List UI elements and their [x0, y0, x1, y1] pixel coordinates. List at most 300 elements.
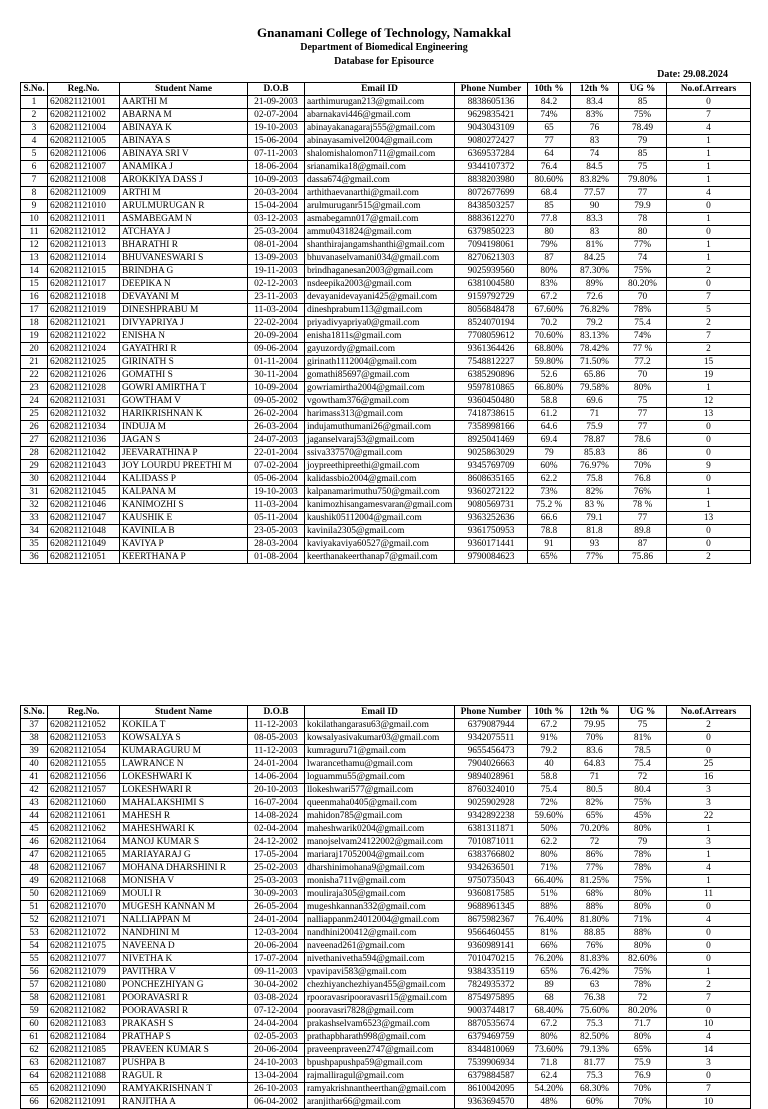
cell-tenth-pct: 78.8 — [528, 525, 571, 538]
cell-tenth-pct: 48% — [528, 1096, 571, 1109]
cell-reg-no: 620821121084 — [48, 1031, 120, 1044]
cell-twelfth-pct: 79.13% — [571, 1044, 619, 1057]
student-table-1 — [20, 82, 751, 564]
cell-ug-pct: 75 — [619, 395, 667, 408]
cell-ug-pct: 78.49 — [619, 122, 667, 135]
cell-dob: 24-01-2004 — [248, 758, 305, 771]
cell-phone: 9894028961 — [455, 771, 528, 784]
cell-dob: 30-09-2003 — [248, 888, 305, 901]
cell-reg-no: 620821121032 — [48, 408, 120, 421]
cell-phone: 8838203980 — [455, 174, 528, 187]
cell-tenth-pct: 54.20% — [528, 1083, 571, 1096]
cell-twelfth-pct: 83% — [571, 109, 619, 122]
cell-sno: 9 — [21, 200, 48, 213]
cell-dob: 19-11-2003 — [248, 265, 305, 278]
cell-tenth-pct: 51% — [528, 888, 571, 901]
table-row — [21, 486, 751, 499]
table-row — [21, 875, 751, 888]
cell-twelfth-pct: 60% — [571, 1096, 619, 1109]
table-row — [21, 200, 751, 213]
cell-student-name: LOKESHWARI R — [120, 784, 248, 797]
cell-sno: 2 — [21, 109, 48, 122]
cell-student-name: DEEPIKA N — [120, 278, 248, 291]
cell-email: pooravasri7828@gmail.com — [305, 1005, 455, 1018]
cell-ug-pct: 76.9 — [619, 1070, 667, 1083]
cell-twelfth-pct: 82.50% — [571, 1031, 619, 1044]
cell-student-name: PRAVEEN KUMAR S — [120, 1044, 248, 1057]
cell-phone: 9342636501 — [455, 862, 528, 875]
cell-sno: 35 — [21, 538, 48, 551]
table-row — [21, 96, 751, 109]
cell-dob: 20-03-2004 — [248, 187, 305, 200]
cell-phone: 6379469759 — [455, 1031, 528, 1044]
cell-ug-pct: 75% — [619, 265, 667, 278]
column-header-email: Email ID — [305, 83, 455, 96]
cell-arrears: 4 — [667, 1031, 751, 1044]
cell-phone: 9360989141 — [455, 940, 528, 953]
cell-email: kokilathangarasu63@gmail.com — [305, 719, 455, 732]
column-header-phone: Phone Number — [455, 706, 528, 719]
cell-email: srianamika18@gmail.com — [305, 161, 455, 174]
table-row — [21, 382, 751, 395]
cell-email: devayanidevayani425@gmail.com — [305, 291, 455, 304]
cell-ug-pct: 77 — [619, 512, 667, 525]
cell-phone: 8072677699 — [455, 187, 528, 200]
cell-sno: 60 — [21, 1018, 48, 1031]
cell-sno: 7 — [21, 174, 48, 187]
cell-phone: 8608635165 — [455, 473, 528, 486]
cell-reg-no: 620821121081 — [48, 992, 120, 1005]
cell-reg-no: 620821121046 — [48, 499, 120, 512]
cell-phone: 8760324010 — [455, 784, 528, 797]
cell-student-name: JAGAN S — [120, 434, 248, 447]
cell-email: dineshprabum113@gmail.com — [305, 304, 455, 317]
cell-sno: 33 — [21, 512, 48, 525]
cell-phone: 9025863029 — [455, 447, 528, 460]
column-header-sno: S.No. — [21, 83, 48, 96]
cell-reg-no: 620821121021 — [48, 317, 120, 330]
cell-arrears: 0 — [667, 1070, 751, 1083]
cell-ug-pct: 78.5 — [619, 745, 667, 758]
cell-twelfth-pct: 78.42% — [571, 343, 619, 356]
cell-twelfth-pct: 70.20% — [571, 823, 619, 836]
cell-twelfth-pct: 81.77 — [571, 1057, 619, 1070]
cell-reg-no: 620821121052 — [48, 719, 120, 732]
cell-arrears: 1 — [667, 161, 751, 174]
cell-phone: 9344107372 — [455, 161, 528, 174]
table-row — [21, 1044, 751, 1057]
cell-ug-pct: 80% — [619, 901, 667, 914]
cell-student-name: GOWRI AMIRTHA T — [120, 382, 248, 395]
cell-tenth-pct: 66.6 — [528, 512, 571, 525]
cell-phone: 9655456473 — [455, 745, 528, 758]
cell-reg-no: 620821121064 — [48, 836, 120, 849]
column-header-phone: Phone Number — [455, 83, 528, 96]
cell-arrears: 7 — [667, 291, 751, 304]
table-row — [21, 1070, 751, 1083]
cell-phone: 6381004580 — [455, 278, 528, 291]
cell-reg-no: 620821121080 — [48, 979, 120, 992]
cell-ug-pct: 76.8 — [619, 473, 667, 486]
cell-reg-no: 620821121045 — [48, 486, 120, 499]
cell-student-name: JOY LOURDU PREETHI M — [120, 460, 248, 473]
cell-reg-no: 620821121065 — [48, 849, 120, 862]
cell-phone: 9360817585 — [455, 888, 528, 901]
cell-student-name: ANAMIKA J — [120, 161, 248, 174]
cell-arrears: 1 — [667, 135, 751, 148]
cell-twelfth-pct: 75.3 — [571, 1070, 619, 1083]
table-row — [21, 395, 751, 408]
cell-reg-no: 620821121028 — [48, 382, 120, 395]
table-row — [21, 499, 751, 512]
cell-email: priyadivyapriya0@gmail.com — [305, 317, 455, 330]
cell-ug-pct: 80% — [619, 1031, 667, 1044]
column-header-arrears: No.of.Arrears — [667, 83, 751, 96]
cell-tenth-pct: 66.80% — [528, 382, 571, 395]
cell-twelfth-pct: 65.86 — [571, 369, 619, 382]
cell-reg-no: 620821121014 — [48, 252, 120, 265]
cell-email: nandhini200412@gmail.com — [305, 927, 455, 940]
cell-email: kalidassbio2004@gmail.com — [305, 473, 455, 486]
cell-sno: 10 — [21, 213, 48, 226]
table-row — [21, 927, 751, 940]
cell-reg-no: 620821121071 — [48, 914, 120, 927]
cell-twelfth-pct: 76 — [571, 122, 619, 135]
table-row — [21, 1005, 751, 1018]
cell-tenth-pct: 91% — [528, 732, 571, 745]
cell-reg-no: 620821121061 — [48, 810, 120, 823]
cell-email: ammu0431824@gmail.com — [305, 226, 455, 239]
cell-ug-pct: 70 — [619, 291, 667, 304]
cell-email: rpooravasripooravasri15@gmail.com — [305, 992, 455, 1005]
cell-phone: 9342892238 — [455, 810, 528, 823]
cell-student-name: MOHANA DHARSHINI R — [120, 862, 248, 875]
cell-arrears: 0 — [667, 940, 751, 953]
column-header-twelfth-pct: 12th % — [571, 83, 619, 96]
cell-sno: 47 — [21, 849, 48, 862]
cell-arrears: 0 — [667, 278, 751, 291]
cell-student-name: MAHESH R — [120, 810, 248, 823]
cell-arrears: 2 — [667, 719, 751, 732]
cell-ug-pct: 75.4 — [619, 758, 667, 771]
table-row — [21, 369, 751, 382]
cell-arrears: 0 — [667, 96, 751, 109]
cell-student-name: DINESHPRABU M — [120, 304, 248, 317]
table-row — [21, 317, 751, 330]
cell-ug-pct: 72 — [619, 992, 667, 1005]
cell-sno: 34 — [21, 525, 48, 538]
cell-reg-no: 620821121077 — [48, 953, 120, 966]
column-header-reg-no: Reg.No. — [48, 706, 120, 719]
cell-phone: 8610042095 — [455, 1083, 528, 1096]
cell-student-name: MAHALAKSHIMI S — [120, 797, 248, 810]
cell-dob: 08-05-2003 — [248, 732, 305, 745]
column-header-tenth-pct: 10th % — [528, 706, 571, 719]
cell-student-name: RANJITHA A — [120, 1096, 248, 1109]
cell-student-name: BRINDHA G — [120, 265, 248, 278]
cell-email: mugeshkannan332@gmail.com — [305, 901, 455, 914]
cell-tenth-pct: 66% — [528, 940, 571, 953]
cell-ug-pct: 75% — [619, 875, 667, 888]
cell-ug-pct: 78% — [619, 862, 667, 875]
cell-ug-pct: 80% — [619, 382, 667, 395]
table-row — [21, 265, 751, 278]
cell-twelfth-pct: 77.57 — [571, 187, 619, 200]
cell-twelfth-pct: 86% — [571, 849, 619, 862]
cell-sno: 57 — [21, 979, 48, 992]
cell-phone: 7539906934 — [455, 1057, 528, 1070]
cell-tenth-pct: 67.60% — [528, 304, 571, 317]
cell-tenth-pct: 76.20% — [528, 953, 571, 966]
cell-reg-no: 620821121047 — [48, 512, 120, 525]
cell-phone: 9025902928 — [455, 797, 528, 810]
cell-arrears: 1 — [667, 823, 751, 836]
cell-sno: 49 — [21, 875, 48, 888]
cell-email: dassa674@gmail.com — [305, 174, 455, 187]
cell-phone: 6379884587 — [455, 1070, 528, 1083]
cell-student-name: ARULMURUGAN R — [120, 200, 248, 213]
cell-dob: 25-03-2003 — [248, 875, 305, 888]
cell-arrears: 22 — [667, 810, 751, 823]
cell-student-name: DEVAYANI M — [120, 291, 248, 304]
table-row — [21, 1057, 751, 1070]
cell-twelfth-pct: 74 — [571, 148, 619, 161]
cell-sno: 52 — [21, 914, 48, 927]
cell-tenth-pct: 65 — [528, 122, 571, 135]
cell-student-name: GAYATHRI R — [120, 343, 248, 356]
cell-tenth-pct: 67.2 — [528, 1018, 571, 1031]
cell-arrears: 3 — [667, 1057, 751, 1070]
cell-email: mahidon785@gmail.com — [305, 810, 455, 823]
cell-dob: 20-06-2004 — [248, 940, 305, 953]
cell-ug-pct: 70% — [619, 1096, 667, 1109]
cell-email: bhuvanaselvamani034@gmail.com — [305, 252, 455, 265]
cell-ug-pct: 80% — [619, 888, 667, 901]
cell-ug-pct: 77 — [619, 408, 667, 421]
cell-ug-pct: 77 % — [619, 343, 667, 356]
cell-sno: 51 — [21, 901, 48, 914]
cell-reg-no: 620821121079 — [48, 966, 120, 979]
table-row — [21, 122, 751, 135]
cell-student-name: RAMYAKRISHNAN T — [120, 1083, 248, 1096]
cell-reg-no: 620821121055 — [48, 758, 120, 771]
cell-twelfth-pct: 72.6 — [571, 291, 619, 304]
cell-phone: 9688961345 — [455, 901, 528, 914]
cell-email: queenmaha0405@gmail.com — [305, 797, 455, 810]
cell-twelfth-pct: 81.8 — [571, 525, 619, 538]
cell-phone: 9080569731 — [455, 499, 528, 512]
cell-phone: 7824935372 — [455, 979, 528, 992]
cell-tenth-pct: 73.60% — [528, 1044, 571, 1057]
cell-tenth-pct: 81% — [528, 927, 571, 940]
table-row — [21, 953, 751, 966]
table-row — [21, 771, 751, 784]
cell-ug-pct: 70% — [619, 460, 667, 473]
cell-dob: 02-12-2003 — [248, 278, 305, 291]
cell-ug-pct: 79.9 — [619, 200, 667, 213]
cell-reg-no: 620821121087 — [48, 1057, 120, 1070]
cell-arrears: 1 — [667, 499, 751, 512]
cell-arrears: 0 — [667, 927, 751, 940]
cell-tenth-pct: 64 — [528, 148, 571, 161]
column-header-reg-no: Reg.No. — [48, 83, 120, 96]
cell-student-name: GOWTHAM V — [120, 395, 248, 408]
cell-reg-no: 620821121068 — [48, 875, 120, 888]
cell-dob: 11-03-2004 — [248, 499, 305, 512]
cell-sno: 63 — [21, 1057, 48, 1070]
cell-tenth-pct: 80% — [528, 849, 571, 862]
cell-twelfth-pct: 75.8 — [571, 473, 619, 486]
cell-twelfth-pct: 65% — [571, 810, 619, 823]
cell-reg-no: 620821121015 — [48, 265, 120, 278]
department-name: Department of Biomedical Engineering — [300, 42, 468, 53]
cell-dob: 11-12-2003 — [248, 719, 305, 732]
cell-student-name: MANOJ KUMAR S — [120, 836, 248, 849]
column-header-arrears: No.of.Arrears — [667, 706, 751, 719]
cell-dob: 07-02-2004 — [248, 460, 305, 473]
cell-reg-no: 620821121008 — [48, 174, 120, 187]
cell-dob: 28-03-2004 — [248, 538, 305, 551]
cell-ug-pct: 76% — [619, 486, 667, 499]
cell-twelfth-pct: 81.25% — [571, 875, 619, 888]
cell-tenth-pct: 87 — [528, 252, 571, 265]
cell-arrears: 5 — [667, 304, 751, 317]
cell-student-name: KEERTHANA P — [120, 551, 248, 564]
cell-tenth-pct: 76.4 — [528, 161, 571, 174]
column-header-student-name: Student Name — [120, 706, 248, 719]
cell-dob: 06-04-2002 — [248, 1096, 305, 1109]
cell-reg-no: 620821121044 — [48, 473, 120, 486]
table-row — [21, 161, 751, 174]
cell-sno: 27 — [21, 434, 48, 447]
cell-sno: 64 — [21, 1070, 48, 1083]
college-name: Gnanamani College of Technology, Namakkal — [257, 25, 511, 40]
cell-tenth-pct: 89 — [528, 979, 571, 992]
column-header-dob: D.O.B — [248, 83, 305, 96]
cell-email: girinath1112004@gmail.com — [305, 356, 455, 369]
cell-reg-no: 620821121075 — [48, 940, 120, 953]
cell-dob: 24-12-2002 — [248, 836, 305, 849]
cell-dob: 30-11-2004 — [248, 369, 305, 382]
cell-dob: 13-04-2004 — [248, 1070, 305, 1083]
cell-arrears: 1 — [667, 966, 751, 979]
cell-dob: 10-09-2003 — [248, 174, 305, 187]
cell-student-name: KOWSALYA S — [120, 732, 248, 745]
column-header-ug-pct: UG % — [619, 706, 667, 719]
cell-tenth-pct: 71% — [528, 862, 571, 875]
cell-phone: 9363252636 — [455, 512, 528, 525]
cell-phone: 9363694570 — [455, 1096, 528, 1109]
cell-arrears: 0 — [667, 421, 751, 434]
table-row — [21, 473, 751, 486]
cell-tenth-pct: 80 — [528, 226, 571, 239]
cell-tenth-pct: 75.4 — [528, 784, 571, 797]
cell-dob: 20-09-2004 — [248, 330, 305, 343]
cell-twelfth-pct: 89% — [571, 278, 619, 291]
cell-arrears: 0 — [667, 525, 751, 538]
cell-student-name: LAWRANCE N — [120, 758, 248, 771]
cell-student-name: KOKILA T — [120, 719, 248, 732]
cell-sno: 15 — [21, 278, 48, 291]
cell-dob: 09-06-2004 — [248, 343, 305, 356]
cell-sno: 4 — [21, 135, 48, 148]
cell-sno: 28 — [21, 447, 48, 460]
cell-twelfth-pct: 76.38 — [571, 992, 619, 1005]
table-row — [21, 758, 751, 771]
cell-dob: 12-03-2004 — [248, 927, 305, 940]
cell-email: kumraguru71@gmail.com — [305, 745, 455, 758]
table-row — [21, 745, 751, 758]
cell-arrears: 19 — [667, 369, 751, 382]
cell-email: joypreethipreethi@gmail.com — [305, 460, 455, 473]
cell-arrears: 7 — [667, 992, 751, 1005]
table-row — [21, 1018, 751, 1031]
cell-dob: 24-01-2004 — [248, 914, 305, 927]
cell-student-name: KAUSHIK E — [120, 512, 248, 525]
cell-email: naveenad261@gmail.com — [305, 940, 455, 953]
cell-email: enisha1811s@gmail.com — [305, 330, 455, 343]
cell-ug-pct: 78 — [619, 213, 667, 226]
cell-reg-no: 620821121010 — [48, 200, 120, 213]
cell-twelfth-pct: 76.82% — [571, 304, 619, 317]
cell-reg-no: 620821121085 — [48, 1044, 120, 1057]
cell-student-name: ABARNA M — [120, 109, 248, 122]
cell-student-name: ARTHI M — [120, 187, 248, 200]
cell-email: mariaraj17052004@gmail.com — [305, 849, 455, 862]
cell-arrears: 1 — [667, 148, 751, 161]
cell-email: chezhiyanchezhiyan455@gmail.com — [305, 979, 455, 992]
cell-twelfth-pct: 83.82% — [571, 174, 619, 187]
table-row — [21, 538, 751, 551]
cell-ug-pct: 80.20% — [619, 278, 667, 291]
cell-phone: 6379850223 — [455, 226, 528, 239]
table-row — [21, 551, 751, 564]
cell-twelfth-pct: 83 — [571, 226, 619, 239]
cell-tenth-pct: 70.2 — [528, 317, 571, 330]
cell-reg-no: 620821121011 — [48, 213, 120, 226]
cell-dob: 05-06-2004 — [248, 473, 305, 486]
cell-email: gomathi85697@gmail.com — [305, 369, 455, 382]
cell-email: gowriamirtha2004@gmail.com — [305, 382, 455, 395]
cell-tenth-pct: 40 — [528, 758, 571, 771]
cell-email: indujamuthumani26@gmail.com — [305, 421, 455, 434]
cell-tenth-pct: 62.2 — [528, 473, 571, 486]
cell-email: arthithaevanarthi@gmail.com — [305, 187, 455, 200]
cell-dob: 25-03-2004 — [248, 226, 305, 239]
cell-tenth-pct: 67.2 — [528, 719, 571, 732]
cell-twelfth-pct: 80.5 — [571, 784, 619, 797]
cell-dob: 17-07-2004 — [248, 953, 305, 966]
table-row — [21, 810, 751, 823]
table-row — [21, 1031, 751, 1044]
cell-sno: 56 — [21, 966, 48, 979]
cell-email: prakashselvam6523@gmail.com — [305, 1018, 455, 1031]
cell-sno: 45 — [21, 823, 48, 836]
cell-phone: 7010470215 — [455, 953, 528, 966]
cell-student-name: BHUVANESWARI S — [120, 252, 248, 265]
cell-phone: 6385290896 — [455, 369, 528, 382]
cell-arrears: 0 — [667, 901, 751, 914]
cell-email: nsdeepika2003@gmail.com — [305, 278, 455, 291]
cell-ug-pct: 77% — [619, 239, 667, 252]
cell-phone: 6383766802 — [455, 849, 528, 862]
column-header-twelfth-pct: 12th % — [571, 706, 619, 719]
cell-arrears: 16 — [667, 771, 751, 784]
table-row — [21, 901, 751, 914]
cell-phone: 9025939560 — [455, 265, 528, 278]
cell-phone: 7418738615 — [455, 408, 528, 421]
cell-arrears: 13 — [667, 512, 751, 525]
